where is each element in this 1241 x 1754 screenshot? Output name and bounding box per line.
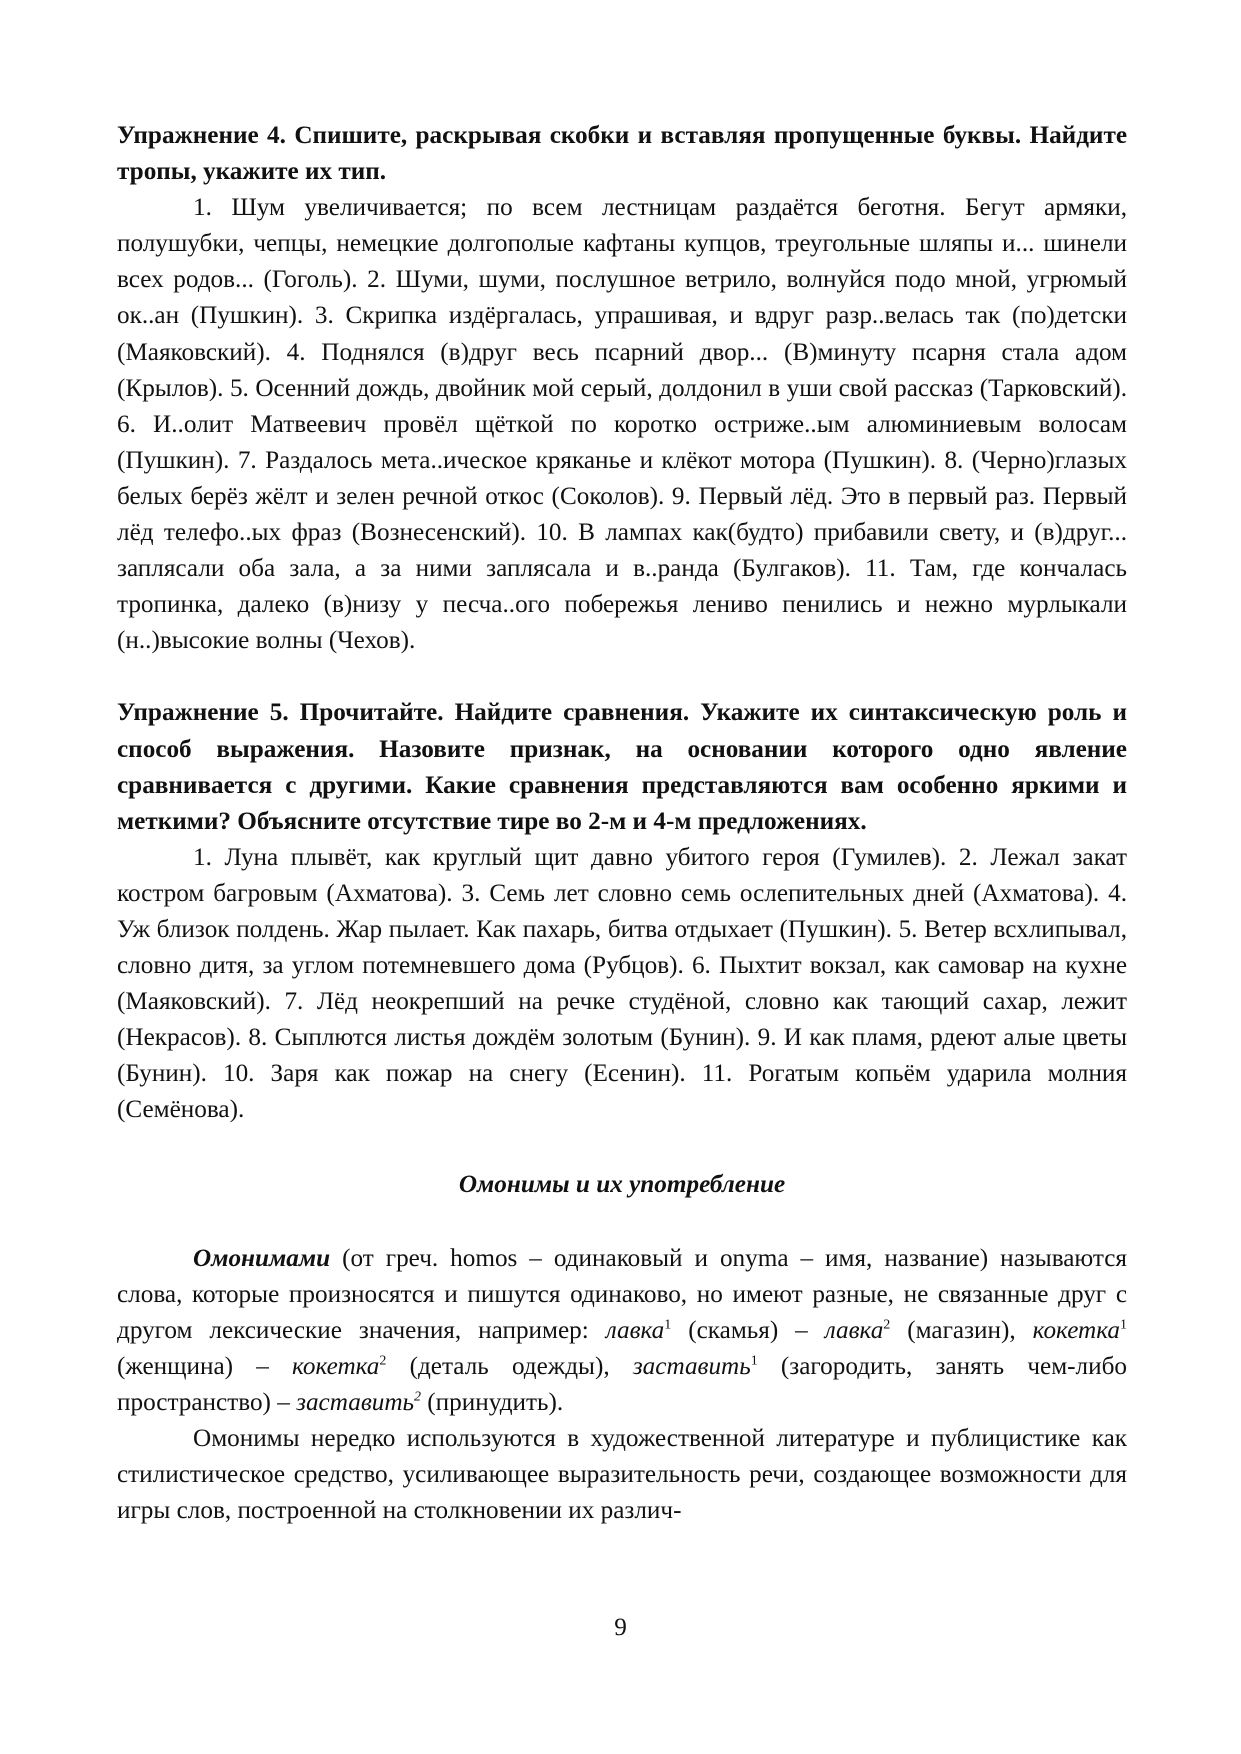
text-fragment: (женщина) – (117, 1352, 293, 1380)
exercise-4-heading: Упражнение 4. Спишите, раскрывая скобки и вставляя пропущенные буквы. Найдите тропы, укажите их тип. (117, 122, 1127, 186)
exercise-5-text: 1. Луна плывёт, как круглый щит давно убитого героя (Гумилев). 2. Лежал закат костром багровым (Ахматова). 3. Семь лет словно семь ослепительных дней (Ахматова). 4. Уж близок полдень. Жар пылает. Как пахарь, битва отдыхает (Пушкин). 5. Ветер всхлипывал, словно дитя, за углом потемневшего дома (Рубцов). 6. Пыхтит вокзал, как самовар на кухне (Маяковский). 7. Лёд неокрепший на речке студёной, словно как тающий сахар, лежит (Некрасов). 8. Сыплются листья дождём золотым (Бунин). 9. И как пламя, рдеют алые цветы (Бунин). 10. Заря как пожар на снегу (Есенин). 11. Рогатым копьём ударила молния (Семёнова). (117, 843, 1127, 1124)
section-title: Омонимы и их употребление (458, 1170, 786, 1198)
page-content (117, 118, 1127, 1529)
exercise-5-heading: Упражнение 5. Прочитайте. Найдите сравнения. Укажите их синтаксическую роль и способ выражения. Назовите признак, на основании которого одно явление сравнивается с другими. Какие сравнения представляются вам особенно яркими и меткими? Объясните отсутствие тире во 2-м и 4-м предложениях. (117, 699, 1127, 835)
example-word: лавка (824, 1316, 884, 1344)
example-word: заставить (632, 1352, 751, 1380)
superscript-index: 1 (664, 1317, 672, 1333)
superscript-index: 2 (379, 1353, 387, 1369)
superscript-index: 2 (414, 1389, 421, 1405)
text-fragment: (принудить). (421, 1389, 564, 1416)
spacer (117, 1203, 1127, 1241)
example-word: кокетка (1032, 1316, 1120, 1344)
spacer (117, 659, 1127, 695)
text-fragment: (деталь одежды), (386, 1352, 633, 1380)
example-word: кокетка (292, 1352, 380, 1380)
text-fragment: (загородить, занять чем-либо пространство) – (117, 1352, 1127, 1416)
superscript-index: 1 (750, 1353, 758, 1369)
text-fragment: (скамья) – (671, 1316, 825, 1344)
homonyms-definition-paragraph (117, 1241, 1127, 1421)
spacer (117, 1129, 1127, 1167)
superscript-index: 1 (1120, 1317, 1127, 1333)
example-word: лавка (605, 1316, 665, 1344)
page-number: 9 (614, 1614, 627, 1641)
homonyms-usage-paragraph: Омонимы нередко используются в художественной литературе и публицистике как стилистическое средство, усиливающее выразительность речи, создающее возможности для игры слов, построенной на столкновении их различ- (117, 1425, 1127, 1525)
superscript-index: 2 (883, 1317, 891, 1333)
example-word: заставить (296, 1389, 414, 1416)
exercise-4-text: 1. Шум увеличивается; по всем лестницам раздаётся беготня. Бегут армяки, полушубки, чепцы, немецкие долгополые кафтаны купцов, треугольные шляпы и... шинели всех родов... (Гоголь). 2. Шуми, шуми, послушное ветрило, волнуйся подо мной, угрюмый ок..ан (Пушкин). 3. Скрипка издёргалась, упрашивая, и вдруг разр..велась так (по)детски (Маяковский). 4. Поднялся (в)друг весь псарний двор... (В)минуту псарня стала адом (Крылов). 5. Осенний дождь, двойник мой серый, долдонил в уши свой рассказ (Тарковский). 6. И..олит Матвеевич провёл щёткой по коротко остриже..ым алюминиевым волосам (Пушкин). 7. Раздалось мета..ическое кряканье и клёкот мотора (Пушкин). 8. (Черно)глазых белых берёз жёлт и зелен речной откос (Соколов). 9. Первый лёд. Это в первый раз. Первый лёд телефо..ых фраз (Вознесенский). 10. В лампах как(будто) прибавили свету, и (в)друг... заплясали оба зала, а за ними заплясала и в..ранда (Булгаков). 11. Там, где кончалась тропинка, далеко (в)низу у песча..ого побережья лениво пенились и нежно мурлыкали (н..)высокие волны (Чехов). (117, 194, 1127, 655)
text-fragment: (от греч. homos – одинаковый и onyma – имя, название) называются слова, которые произносятся и пишутся одинаково, но имеют разные, не связанные друг с другом лексические значения, например: (117, 1244, 1127, 1344)
text-fragment: (магазин), (890, 1316, 1033, 1344)
defined-term: Омонимами (193, 1244, 331, 1272)
